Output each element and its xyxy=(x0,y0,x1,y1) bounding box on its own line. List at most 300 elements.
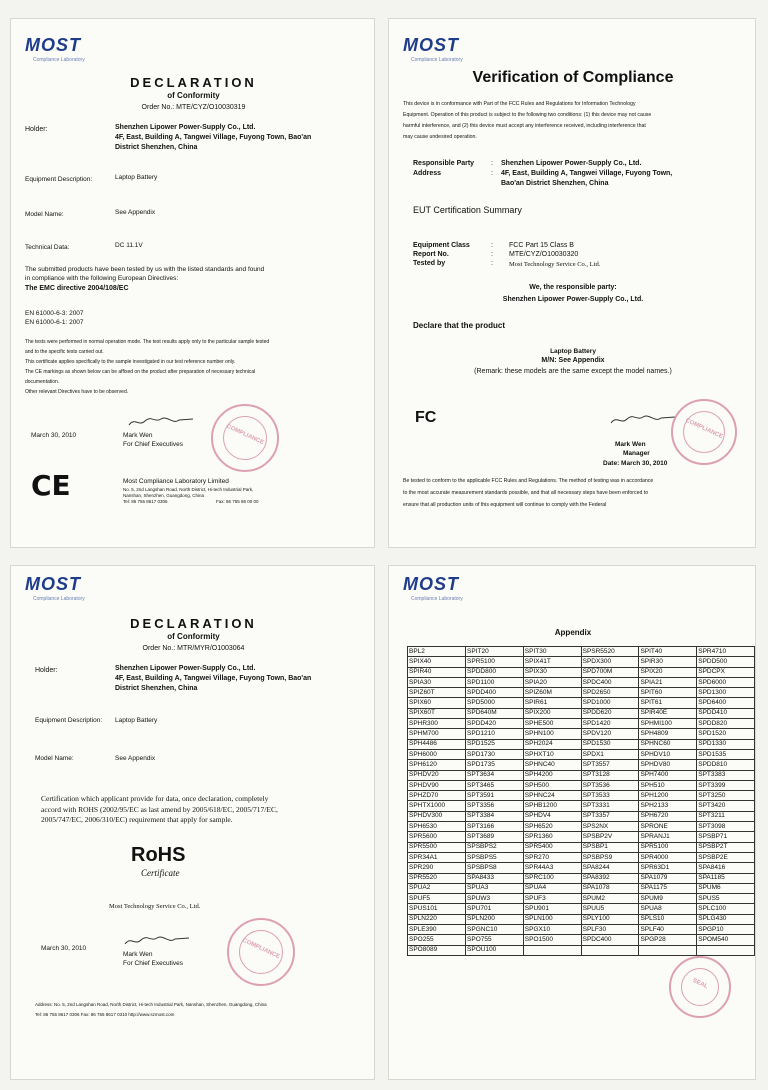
signature-mark xyxy=(127,413,197,429)
table-cell: SPD1100 xyxy=(466,677,524,687)
table-cell: SPSBPS9 xyxy=(581,852,639,862)
table-cell: SPLF30 xyxy=(581,925,639,935)
signature-mark xyxy=(123,932,193,948)
colon: : xyxy=(491,160,493,167)
table-cell: SPT3689 xyxy=(466,832,524,842)
table-cell: SPIA21 xyxy=(639,677,697,687)
table-cell: SPT3128 xyxy=(581,770,639,780)
holder-line: District Shenzhen, China xyxy=(115,685,198,692)
issue-date: March 30, 2010 xyxy=(41,945,87,952)
table-cell: SPSBP2V xyxy=(581,832,639,842)
company-name: Most Technology Service Co., Ltd. xyxy=(109,903,201,910)
lab-address-line: No. 5, 2nd Langshan Road, North District, Hi-tech Industrial Park, xyxy=(123,487,254,492)
table-cell: SPIR40E xyxy=(639,708,697,718)
signature-mark xyxy=(609,411,679,427)
table-cell: SPLN100 xyxy=(523,914,581,924)
table-row xyxy=(408,883,755,893)
table-row xyxy=(408,945,755,955)
table-row xyxy=(408,935,755,945)
doc-subtitle: of Conformity xyxy=(167,91,220,100)
table-cell xyxy=(523,945,581,955)
table-cell: SPLY100 xyxy=(581,914,639,924)
table-cell: SPUA3 xyxy=(466,883,524,893)
table-cell: SPT3384 xyxy=(466,811,524,821)
table-cell: SPSBP2E xyxy=(697,852,755,862)
table-cell: SPH6000 xyxy=(408,749,466,759)
table-cell: SPHXT10 xyxy=(523,749,581,759)
table-cell: SPH4486 xyxy=(408,739,466,749)
company-seal: SEAL xyxy=(669,956,731,1018)
note-line: documentation. xyxy=(25,379,60,385)
ce-mark: CE xyxy=(31,469,71,502)
table-cell: SPHDV4 xyxy=(523,811,581,821)
table-cell: SPR1360 xyxy=(523,832,581,842)
table-row xyxy=(408,647,755,657)
table-cell: SPRONE xyxy=(639,822,697,832)
order-number: Order No.: MTR/MYR/O1003064 xyxy=(142,645,245,652)
table-cell: SPR290 xyxy=(408,863,466,873)
table-cell: SPT3536 xyxy=(581,780,639,790)
table-cell: SPIZ60M xyxy=(523,688,581,698)
tested-text: in compliance with the following European Directives: xyxy=(25,275,179,282)
table-cell: SPIX60T xyxy=(408,708,466,718)
table-cell: SPT3533 xyxy=(581,791,639,801)
table-cell: SPT3634 xyxy=(466,770,524,780)
signer-title: For Chief Executives xyxy=(123,441,183,448)
table-cell: SPRC100 xyxy=(523,873,581,883)
table-cell: SPO8089 xyxy=(408,945,466,955)
table-row xyxy=(408,739,755,749)
most-logo: MOST xyxy=(25,35,81,55)
table-cell: SPLC100 xyxy=(697,904,755,914)
table-cell: SPD1000 xyxy=(581,698,639,708)
table-cell: SPUM9 xyxy=(639,894,697,904)
intro-text xyxy=(403,99,651,143)
table-cell: SPHDV80 xyxy=(639,760,697,770)
footer-contact: Tel: 86 755 8617 0306 Fax: 86 755 8617 0310 http://www.szmost.com xyxy=(35,1012,175,1017)
table-cell: SPHNC60 xyxy=(639,739,697,749)
table-cell: SPSBPS5 xyxy=(466,852,524,862)
table-cell: SPT3250 xyxy=(697,791,755,801)
rohs-certificate: Certificate xyxy=(141,868,180,878)
most-logo: MOST xyxy=(403,574,459,594)
table-row xyxy=(408,904,755,914)
table-row xyxy=(408,822,755,832)
table-cell: SPS2NX xyxy=(581,822,639,832)
table-cell: SPD1210 xyxy=(466,729,524,739)
colon: : xyxy=(491,260,493,267)
table-cell: SPO1500 xyxy=(523,935,581,945)
equipment-label: Equipment Description: xyxy=(35,717,103,724)
appendix-page xyxy=(388,565,756,1080)
table-row xyxy=(408,894,755,904)
company-seal: COMPLIANCE xyxy=(227,918,295,986)
table-cell: SPHZD70 xyxy=(408,791,466,801)
table-cell: SPD5000 xyxy=(466,698,524,708)
table-cell: SPSBPS8 xyxy=(466,863,524,873)
logo-subtitle: Compliance Laboratory xyxy=(33,57,85,63)
declaration-emc-page xyxy=(10,18,375,548)
table-cell: SPT3420 xyxy=(697,801,755,811)
footer-address: Address: No. 5, 2nd Langshan Road, North District, Hi-tech Industrial Park, Nanshan, Shenzhen, Guangdong, China xyxy=(35,1002,267,1007)
table-cell: SPD2650 xyxy=(581,688,639,698)
footer-line: Be tested to conform to the applicable FCC Rules and Regulations. The method of testing was in accordance xyxy=(403,478,654,484)
table-cell: SPT3557 xyxy=(581,760,639,770)
table-cell: SPHR300 xyxy=(408,719,466,729)
table-cell: SPR44A3 xyxy=(523,863,581,873)
intro-line: harmful interference, and (2) this device must accept any interference received, including interference that xyxy=(403,123,646,129)
table-cell: SPD1420 xyxy=(581,719,639,729)
table-cell: SPD6400 xyxy=(697,698,755,708)
table-cell: SPO255 xyxy=(408,935,466,945)
most-logo: MOST xyxy=(25,574,81,594)
table-cell: SPIT20 xyxy=(466,647,524,657)
table-cell: SPUA8 xyxy=(639,904,697,914)
table-cell: SPUA4 xyxy=(523,883,581,893)
table-cell: SPU701 xyxy=(466,904,524,914)
table-cell: SPIR61 xyxy=(523,698,581,708)
table-row xyxy=(408,873,755,883)
table-cell: SPIT61 xyxy=(639,698,697,708)
appendix-title: Appendix xyxy=(554,628,592,637)
table-row xyxy=(408,719,755,729)
lab-address-line: Tel: 86 755 8617 0306 xyxy=(123,499,168,504)
technical-label: Technical Data: xyxy=(25,244,70,251)
company-seal: COMPLIANCE xyxy=(671,399,737,465)
table-cell: SPH2024 xyxy=(523,739,581,749)
holder-line: District Shenzhen, China xyxy=(115,144,198,151)
directive: The EMC directive 2004/108/EC xyxy=(25,285,129,292)
table-cell: SPH6530 xyxy=(408,822,466,832)
table-cell: SPD1330 xyxy=(697,739,755,749)
table-cell: SPIZ60T xyxy=(408,688,466,698)
table-row xyxy=(408,801,755,811)
signer-name: Mark Wen xyxy=(615,441,646,448)
table-row xyxy=(408,852,755,862)
table-cell: SPDV120 xyxy=(581,729,639,739)
table-cell: SPH4809 xyxy=(639,729,697,739)
colon: : xyxy=(491,170,493,177)
table-cell: SPUS5 xyxy=(697,894,755,904)
note-line: This certificate applies specifically to the sample investigated in our test reference number only. xyxy=(25,359,236,365)
table-cell: SPA8416 xyxy=(697,863,755,873)
table-cell: SPT3098 xyxy=(697,822,755,832)
table-cell: SPD1300 xyxy=(697,688,755,698)
table-cell: SPRANJ1 xyxy=(639,832,697,842)
holder-line: Shenzhen Lipower Power-Supply Co., Ltd. xyxy=(115,665,256,672)
cert-line: Certification which applicant provide for data, once declaration, completely xyxy=(41,794,269,803)
table-cell: SPHNC40 xyxy=(523,760,581,770)
table-cell: SPIR40 xyxy=(408,667,466,677)
responsible-line: We, the responsible party: xyxy=(529,284,617,291)
table-cell: SPA1078 xyxy=(581,883,639,893)
table-cell: SPH1200 xyxy=(639,791,697,801)
doc-title: Verification of Compliance xyxy=(472,69,674,86)
model-number: M/N: See Appendix xyxy=(541,357,605,364)
signer-name: Mark Wen xyxy=(123,432,153,439)
eut-heading: EUT Certification Summary xyxy=(413,205,522,215)
model-value: See Appendix xyxy=(115,209,156,216)
certification-text xyxy=(41,794,278,826)
table-cell: SPT3357 xyxy=(581,811,639,821)
table-cell: SPIX40 xyxy=(408,657,466,667)
table-cell: SPLS10 xyxy=(639,914,697,924)
company-seal: COMPLIANCE xyxy=(211,404,279,472)
table-cell: SPUF5 xyxy=(408,894,466,904)
table-cell: SPR4000 xyxy=(639,852,697,862)
table-cell: SPUU5 xyxy=(581,904,639,914)
table-cell: SPIT30 xyxy=(523,647,581,657)
note-line: The CE markings as shown below can be affixed on the product after preparation of necessary technical xyxy=(25,369,256,375)
table-cell: SPR34A1 xyxy=(408,852,466,862)
declare-line: Declare that the product xyxy=(413,321,506,330)
table-cell: SPDD620 xyxy=(581,708,639,718)
table-cell: SPIT60 xyxy=(639,688,697,698)
table-cell: SPUM6 xyxy=(697,883,755,893)
table-row xyxy=(408,688,755,698)
table-cell: SPR5100 xyxy=(639,842,697,852)
responsible-company: Shenzhen Lipower Power-Supply Co., Ltd. xyxy=(502,296,644,303)
cert-line: 2005/747/EC, 2006/310/EC) requirement that apply for sample. xyxy=(41,815,233,824)
table-cell: SPUS101 xyxy=(408,904,466,914)
model-table xyxy=(407,646,755,956)
logo-subtitle: Compliance Laboratory xyxy=(33,596,85,602)
table-cell: BPL2 xyxy=(408,647,466,657)
table-cell: SPDC400 xyxy=(581,935,639,945)
table-cell: SPA8244 xyxy=(581,863,639,873)
table-cell: SPIA20 xyxy=(523,677,581,687)
note-line: and to the specific tests carried out. xyxy=(25,349,104,355)
doc-title: DECLARATION xyxy=(130,616,257,631)
class-label: Equipment Class xyxy=(413,242,470,249)
table-cell: SPIX20 xyxy=(639,667,697,677)
table-cell: SPD1520 xyxy=(697,729,755,739)
table-cell: SPR63D1 xyxy=(639,863,697,873)
table-cell: SPUM2 xyxy=(581,894,639,904)
table-row xyxy=(408,698,755,708)
table-row xyxy=(408,811,755,821)
table-cell: SPHMI100 xyxy=(639,719,697,729)
table-cell: SPR4710 xyxy=(697,647,755,657)
table-cell: SPR5100 xyxy=(466,657,524,667)
table-row xyxy=(408,770,755,780)
lab-address-line: Nanshan, Shenzhen, Guangdong, China xyxy=(123,493,205,498)
table-cell: SPHTX1000 xyxy=(408,801,466,811)
table-row xyxy=(408,677,755,687)
table-cell: SPA1175 xyxy=(639,883,697,893)
table-cell: SPD1735 xyxy=(466,760,524,770)
table-cell: SPLN200 xyxy=(466,914,524,924)
table-cell: SPDD820 xyxy=(697,719,755,729)
table-cell: SPDC400 xyxy=(581,677,639,687)
table-cell: SPR5400 xyxy=(523,842,581,852)
signed-date: Date: March 30, 2010 xyxy=(603,460,668,467)
table-cell: SPHM700 xyxy=(408,729,466,739)
table-cell: SPLF40 xyxy=(639,925,697,935)
report-label: Report No. xyxy=(413,251,449,258)
table-cell: SPDD500 xyxy=(697,657,755,667)
notes xyxy=(25,337,269,397)
table-cell: SPH6520 xyxy=(523,822,581,832)
table-cell: SPT3166 xyxy=(466,822,524,832)
table-row xyxy=(408,780,755,790)
table-cell: SPSR5520 xyxy=(581,647,639,657)
table-row xyxy=(408,708,755,718)
table-cell: SPT3399 xyxy=(697,780,755,790)
table-cell: SPDD810 xyxy=(697,760,755,770)
table-cell: SPGX10 xyxy=(523,925,581,935)
table-cell: SPH500 xyxy=(523,780,581,790)
equipment-value: Laptop Battery xyxy=(115,174,158,181)
footer-line: ensure that all production units of this equipment will continue to comply with the Federal xyxy=(403,502,607,508)
holder-line: 4F, East, Building A, Tangwei Village, Fuyong Town, Bao'an xyxy=(115,675,312,682)
table-row xyxy=(408,925,755,935)
table-cell: SPD700M xyxy=(581,667,639,677)
table-cell: SPR270 xyxy=(523,852,581,862)
table-cell: SPIT40 xyxy=(639,647,697,657)
class-value: FCC Part 15 Class B xyxy=(509,242,574,249)
table-cell: SPGP10 xyxy=(697,925,755,935)
table-row xyxy=(408,842,755,852)
table-cell: SPIR30 xyxy=(639,657,697,667)
table-cell: SPDX300 xyxy=(581,657,639,667)
fcc-logo: FC xyxy=(415,409,437,426)
table-cell: SPOM540 xyxy=(697,935,755,945)
table-cell: SPD1525 xyxy=(466,739,524,749)
party-label: Responsible Party xyxy=(413,160,475,167)
table-cell: SPT3591 xyxy=(466,791,524,801)
table-cell: SPT3331 xyxy=(581,801,639,811)
table-row xyxy=(408,657,755,667)
address-line: 4F, East, Building A, Tangwei Village, Fuyong Town, xyxy=(501,170,673,177)
party-value: Shenzhen Lipower Power-Supply Co., Ltd. xyxy=(501,160,642,167)
table-cell: SPGP28 xyxy=(639,935,697,945)
table-cell: SPH7400 xyxy=(639,770,697,780)
table-cell: SPA8433 xyxy=(466,873,524,883)
logo-subtitle: Compliance Laboratory xyxy=(411,57,463,63)
signer-name: Mark Wen xyxy=(123,951,153,958)
table-cell: SPT3465 xyxy=(466,780,524,790)
table-cell: SPHNC24 xyxy=(523,791,581,801)
table-cell: SPD1730 xyxy=(466,749,524,759)
table-cell: SPHDV10 xyxy=(639,749,697,759)
lab-fax: Fax: 86 755 86 00 00 xyxy=(216,499,259,504)
address-label: Address xyxy=(413,170,442,177)
table-cell xyxy=(697,945,755,955)
table-cell: SPIX200 xyxy=(523,708,581,718)
colon: : xyxy=(491,242,493,249)
table-cell: SPR5600 xyxy=(408,832,466,842)
tested-label: Tested by xyxy=(413,260,446,267)
equipment-label: Equipment Description: xyxy=(25,176,93,183)
table-cell: SPOU100 xyxy=(466,945,524,955)
table-cell: SPD1535 xyxy=(697,749,755,759)
standard: EN 61000-6-1: 2007 xyxy=(25,319,84,326)
table-row xyxy=(408,729,755,739)
cert-line: accord with ROHS (2002/95/EC as last amend by 2005/618/EC, 2005/717/EC, xyxy=(41,804,278,814)
note-line: The tests were performed in normal operation mode. The test results apply only to the particular sample tested xyxy=(25,339,270,345)
signer-title: Manager xyxy=(623,450,650,457)
report-value: MTE/CYZ/O10030320 xyxy=(509,251,579,258)
table-cell: SPA8392 xyxy=(581,873,639,883)
table-cell: SPT3356 xyxy=(466,801,524,811)
intro-line: Equipment. Operation of this product is subject to the following two conditions: (1) this device may not cause xyxy=(403,112,652,118)
most-logo: MOST xyxy=(403,35,459,55)
table-cell: SPLE390 xyxy=(408,925,466,935)
table-cell: SPHDV90 xyxy=(408,780,466,790)
table-row xyxy=(408,863,755,873)
order-number: Order No.: MTE/CYZ/O10030319 xyxy=(141,104,246,111)
address-line: Bao'an District Shenzhen, China xyxy=(501,180,609,187)
table-cell: SPH6720 xyxy=(639,811,697,821)
table-cell: SPUF3 xyxy=(523,894,581,904)
table-row xyxy=(408,760,755,770)
table-cell: SPT3383 xyxy=(697,770,755,780)
table-cell: SPSBP2T xyxy=(697,842,755,852)
table-cell: SPHDV20 xyxy=(408,770,466,780)
model-value: See Appendix xyxy=(115,755,156,762)
rohs-logo: RoHS xyxy=(131,844,186,866)
table-cell: SPA1079 xyxy=(639,873,697,883)
table-cell: SPO755 xyxy=(466,935,524,945)
table-cell: SPLN220 xyxy=(408,914,466,924)
table-cell: SPIX41T xyxy=(523,657,581,667)
table-cell: SPHDV300 xyxy=(408,811,466,821)
table-cell: SPDD400 xyxy=(466,688,524,698)
model-label: Model Name: xyxy=(35,755,74,762)
holder-line: Shenzhen Lipower Power-Supply Co., Ltd. xyxy=(115,124,256,131)
footer-line: to the most accurate measurement standards possible, and that all necessary steps have been enforced to xyxy=(403,490,649,496)
doc-title: DECLARATION xyxy=(130,75,257,90)
table-cell: SPHE500 xyxy=(523,719,581,729)
table-cell: SPUW3 xyxy=(466,894,524,904)
table-cell: SPGNC10 xyxy=(466,925,524,935)
table-cell: SPA1185 xyxy=(697,873,755,883)
table-cell: SPHB1200 xyxy=(523,801,581,811)
footer-text xyxy=(403,475,653,511)
table-row xyxy=(408,914,755,924)
issue-date: March 30, 2010 xyxy=(31,432,77,439)
table-cell: SPSBP1 xyxy=(581,842,639,852)
table-row xyxy=(408,791,755,801)
technical-value: DC 11.1V xyxy=(115,242,143,249)
table-cell: SPH6120 xyxy=(408,760,466,770)
table-cell: SPD1530 xyxy=(581,739,639,749)
holder-label: Holder: xyxy=(25,126,48,133)
table-cell: SPU901 xyxy=(523,904,581,914)
table-cell: SPUA2 xyxy=(408,883,466,893)
table-cell: SPLG430 xyxy=(697,914,755,924)
table-row xyxy=(408,667,755,677)
intro-line: This device is in conformance with Part of the FCC Rules and Regulations for Information Technology xyxy=(403,101,636,107)
table-cell: SPDD420 xyxy=(466,719,524,729)
table-cell xyxy=(639,945,697,955)
lab-name: Most Compliance Laboratory Limited xyxy=(123,478,229,485)
table-cell: SPIX60 xyxy=(408,698,466,708)
holder-label: Holder: xyxy=(35,667,58,674)
remark: (Remark: these models are the same except the model names.) xyxy=(474,368,672,375)
table-cell xyxy=(581,945,639,955)
table-cell: SPH4200 xyxy=(523,770,581,780)
table-cell: SPDCPX xyxy=(697,667,755,677)
tested-value: Most Technology Service Co., Ltd. xyxy=(509,261,601,268)
table-cell: SPIA30 xyxy=(408,677,466,687)
table-row xyxy=(408,749,755,759)
tested-text: The submitted products have been tested by us with the listed standards and found xyxy=(25,266,265,273)
table-cell: SPSBPS2 xyxy=(466,842,524,852)
table-cell: SPH510 xyxy=(639,780,697,790)
table-cell: SPDD410 xyxy=(697,708,755,718)
